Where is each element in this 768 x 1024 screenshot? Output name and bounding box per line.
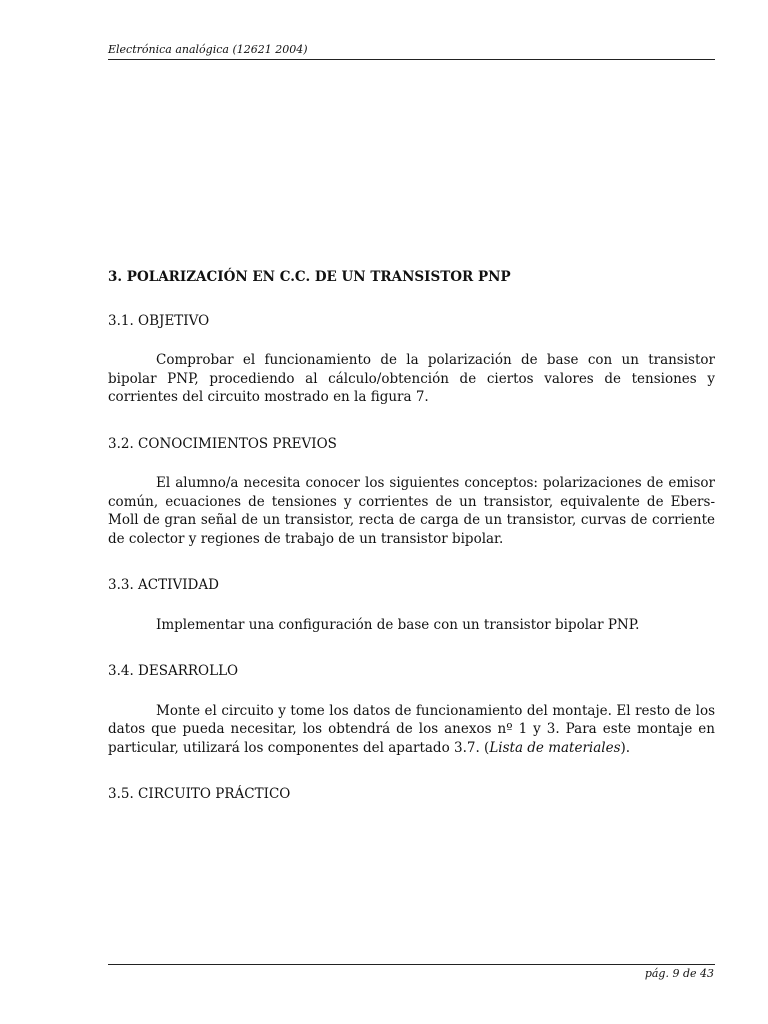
desarrollo-text-end: ). bbox=[620, 739, 631, 756]
paragraph-actividad: Implementar una configuración de base con un transistor bipolar PNP. bbox=[156, 616, 640, 633]
section-title: 3. POLARIZACIÓN EN C.C. DE UN TRANSISTOR PNP bbox=[108, 269, 511, 285]
heading-conocimientos: 3.2. CONOCIMIENTOS PREVIOS bbox=[108, 435, 337, 452]
paragraph-conocimientos: El alumno/a necesita conocer los siguientes conceptos: polarizaciones de emisor común, ecuaciones de tensiones y corrientes de un transistor, equivalente de Ebers-Moll de gran señal de un transistor, recta de carga de un transistor, curvas de corriente de colector y regiones de trabajo de un transistor bipolar. bbox=[108, 475, 715, 547]
page-content bbox=[108, 268, 715, 804]
page-number: pág. 9 de 43 bbox=[644, 967, 714, 980]
paragraph-objetivo: Comprobar el funcionamiento de la polarización de base con un transistor bipolar PNP, procediendo al cálculo/obtención de ciertos valores de tensiones y corrientes del circuito mostrado en la figura 7. bbox=[108, 352, 715, 405]
heading-objetivo: 3.1. OBJETIVO bbox=[108, 312, 210, 329]
heading-actividad: 3.3. ACTIVIDAD bbox=[108, 577, 219, 593]
footer-rule bbox=[108, 964, 715, 965]
header-rule bbox=[108, 59, 715, 60]
heading-circuito: 3.5. CIRCUITO PRÁCTICO bbox=[108, 786, 291, 802]
desarrollo-text-italic: Lista de materiales bbox=[489, 739, 621, 756]
heading-desarrollo: 3.4. DESARROLLO bbox=[108, 663, 239, 679]
desarrollo-text-start: Monte el circuito y tome los datos de funcionamiento del montaje. El resto de los datos que pueda necesitar, los obtendrá de los anexos nº 1 y 3. Para este montaje en particular, utilizará los componentes del apartado 3.7. ( bbox=[108, 702, 715, 756]
running-header: Electrónica analógica (12621 2004) bbox=[108, 43, 308, 56]
paragraph-desarrollo bbox=[108, 702, 715, 758]
